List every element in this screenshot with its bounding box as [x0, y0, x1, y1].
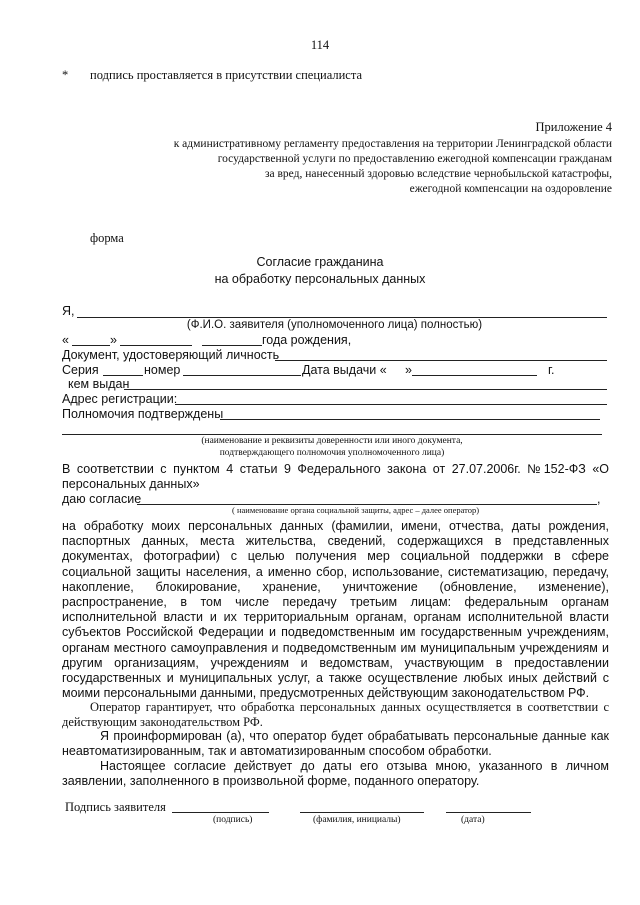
- proxy-caption-1: (наименование и реквизиты доверенности или иного документа,: [201, 436, 463, 446]
- reg-address-label: Адрес регистрации:: [62, 392, 178, 406]
- signature-label: Подпись заявителя: [65, 800, 166, 814]
- operator-guarantee: Оператор гарантирует, что обработка персональных данных осуществляется в соответствии с действующим законодательством РФ.: [62, 700, 609, 729]
- birth-month-line[interactable]: [120, 345, 192, 346]
- validity-paragraph: Настоящее согласие действует до даты его отзыва мною, указанного в личном заявлении, заполненного в произвольной форме, поданного оператору.: [62, 759, 609, 788]
- authority-line-2[interactable]: [62, 434, 602, 435]
- appendix-title: Приложение 4: [535, 120, 612, 134]
- year-abbr: г.: [548, 363, 555, 377]
- name-caption: (фамилия, инициалы): [313, 815, 401, 825]
- birth-day-line[interactable]: [72, 345, 110, 346]
- appendix-line: за вред, нанесенный здоровью вследствие чернобыльской катастрофы,: [264, 168, 612, 180]
- issue-date-close: »: [405, 363, 412, 377]
- number-label: номер: [144, 363, 181, 377]
- birth-year-line[interactable]: [202, 345, 262, 346]
- operator-caption: ( наименование органа социальной защиты, адрес – далее оператор): [232, 505, 480, 515]
- fio-caption: (Ф.И.О. заявителя (уполномоченного лица) полностью): [186, 319, 483, 331]
- footnote-text: подпись проставляется в присутствии специалиста: [90, 68, 362, 82]
- law-line-1: В соответствии с пунктом 4 статьи 9 Федерального закона от 27.07.2006г. №152-ФЗ «О: [62, 462, 609, 476]
- birth-open-quote: «: [62, 333, 69, 347]
- birth-year-suffix: года рождения,: [262, 333, 352, 347]
- appendix-line: к административному регламенту предоставления на территории Ленинградской области: [173, 138, 612, 150]
- number-line[interactable]: [183, 375, 301, 376]
- series-line[interactable]: [103, 375, 143, 376]
- issue-date-line[interactable]: [412, 375, 537, 376]
- date-line[interactable]: [446, 812, 531, 813]
- issue-date-label: Дата выдачи «: [302, 363, 387, 377]
- doc-title-line2: на обработку персональных данных: [214, 272, 426, 286]
- signature-caption: (подпись): [213, 815, 253, 825]
- informed-paragraph: Я проинформирован (а), что оператор будет обрабатывать персональные данные как неавтоматизированным, так и автоматизированным способом обработки.: [62, 729, 609, 758]
- proxy-caption-2: подтверждающего полномочия уполномоченного лица): [219, 448, 445, 458]
- consent-to-comma: ,: [597, 492, 601, 506]
- law-line-2: персональных данных»: [62, 477, 200, 491]
- series-label: Серия: [62, 363, 99, 377]
- date-caption: (дата): [461, 815, 485, 825]
- main-paragraph: на обработку моих персональных данных (фамилии, имени, отчества, даты рождения, паспортных данных, места жительства, сведений, содержащихся в представленных документах, фотографии) с целью получения мер социальной поддержки в сфере социальной защиты населения, а именно сбор, использование, систематизацию, передачу, накопление, блокирование, хранение, уничтожение (обновление, изменение), распространение, в том числе передачу третьим лицам: федеральным органам исполнительной власти и их территориальным органам, органам исполнительной власти субъектов Российской Федерации и подведомственным им государственным учреждениям, органам местного самоуправления и подведомственным им муниципальным учреждениям и другим организациям, учреждениям и ведомствам, участвующим в предоставлении государственных и муниципальных услуг, а также осуществление любых иных действий с моими персональными данными, предусмотренных действующим законодательством РФ.: [62, 519, 609, 701]
- name-line[interactable]: [300, 812, 424, 813]
- fio-line[interactable]: [77, 317, 607, 318]
- ya-label: Я,: [62, 304, 75, 318]
- page-number: 114: [310, 38, 330, 52]
- authority-confirmed-label: Полномочия подтверждены: [62, 407, 224, 421]
- consent-to-label: даю согласие: [62, 492, 142, 506]
- id-document-label: Документ, удостоверяющий личность: [62, 348, 280, 362]
- form-label: форма: [90, 231, 124, 245]
- id-document-line[interactable]: [275, 360, 607, 361]
- appendix-line: ежегодной компенсации на оздоровление: [409, 183, 612, 195]
- footnote-mark: *: [62, 68, 69, 82]
- signature-line[interactable]: [172, 812, 269, 813]
- issued-by-line[interactable]: [124, 389, 607, 390]
- reg-address-line[interactable]: [175, 404, 607, 405]
- issued-by-label: кем выдан: [68, 377, 130, 391]
- authority-line[interactable]: [220, 419, 600, 420]
- appendix-line: государственной услуги по предоставлению ежегодной компенсации гражданам: [217, 153, 612, 165]
- doc-title-line1: Согласие гражданина: [256, 255, 384, 269]
- birth-close-quote: »: [110, 333, 117, 347]
